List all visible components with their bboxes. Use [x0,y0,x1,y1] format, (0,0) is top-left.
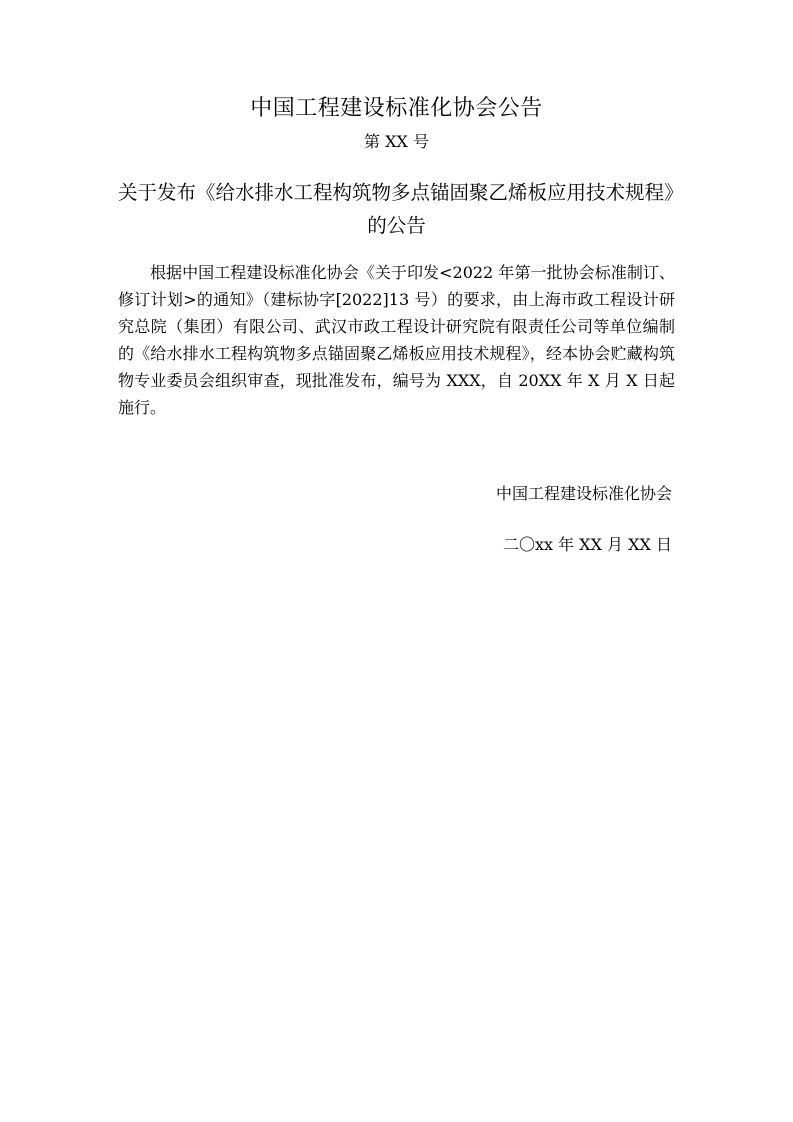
announcement-subject [118,176,684,242]
issuing-organization: 中国工程建设标准化协会 [495,484,672,503]
subject-line-2: 的公告 [367,214,426,237]
announcement-number: 第 XX 号 [364,132,429,151]
issue-date: 二〇xx 年 XX 月 XX 日 [502,535,672,554]
announcement-body: 根据中国工程建设标准化协会《关于印发<2022 年第一批协会标准制订、修订计划>的通知》（建标协字[2022]13 号）的要求，由上海市政工程设计研究总院（集团）有限公司、武汉市政工程设计研究院有限责任公司等单位编制的《给水排水工程构筑物多点锚固聚乙烯板应用技术规程》，经本协会贮藏构筑物专业委员会组织审查，现批准发布，编号为 XXX，自 20XX 年 X 月 X 日起施行。 [118,263,675,417]
subject-line-1: 关于发布《给水排水工程构筑物多点锚固聚乙烯板应用技术规程》 [118,181,684,204]
announcement-title: 中国工程建设标准化协会公告 [250,96,543,121]
